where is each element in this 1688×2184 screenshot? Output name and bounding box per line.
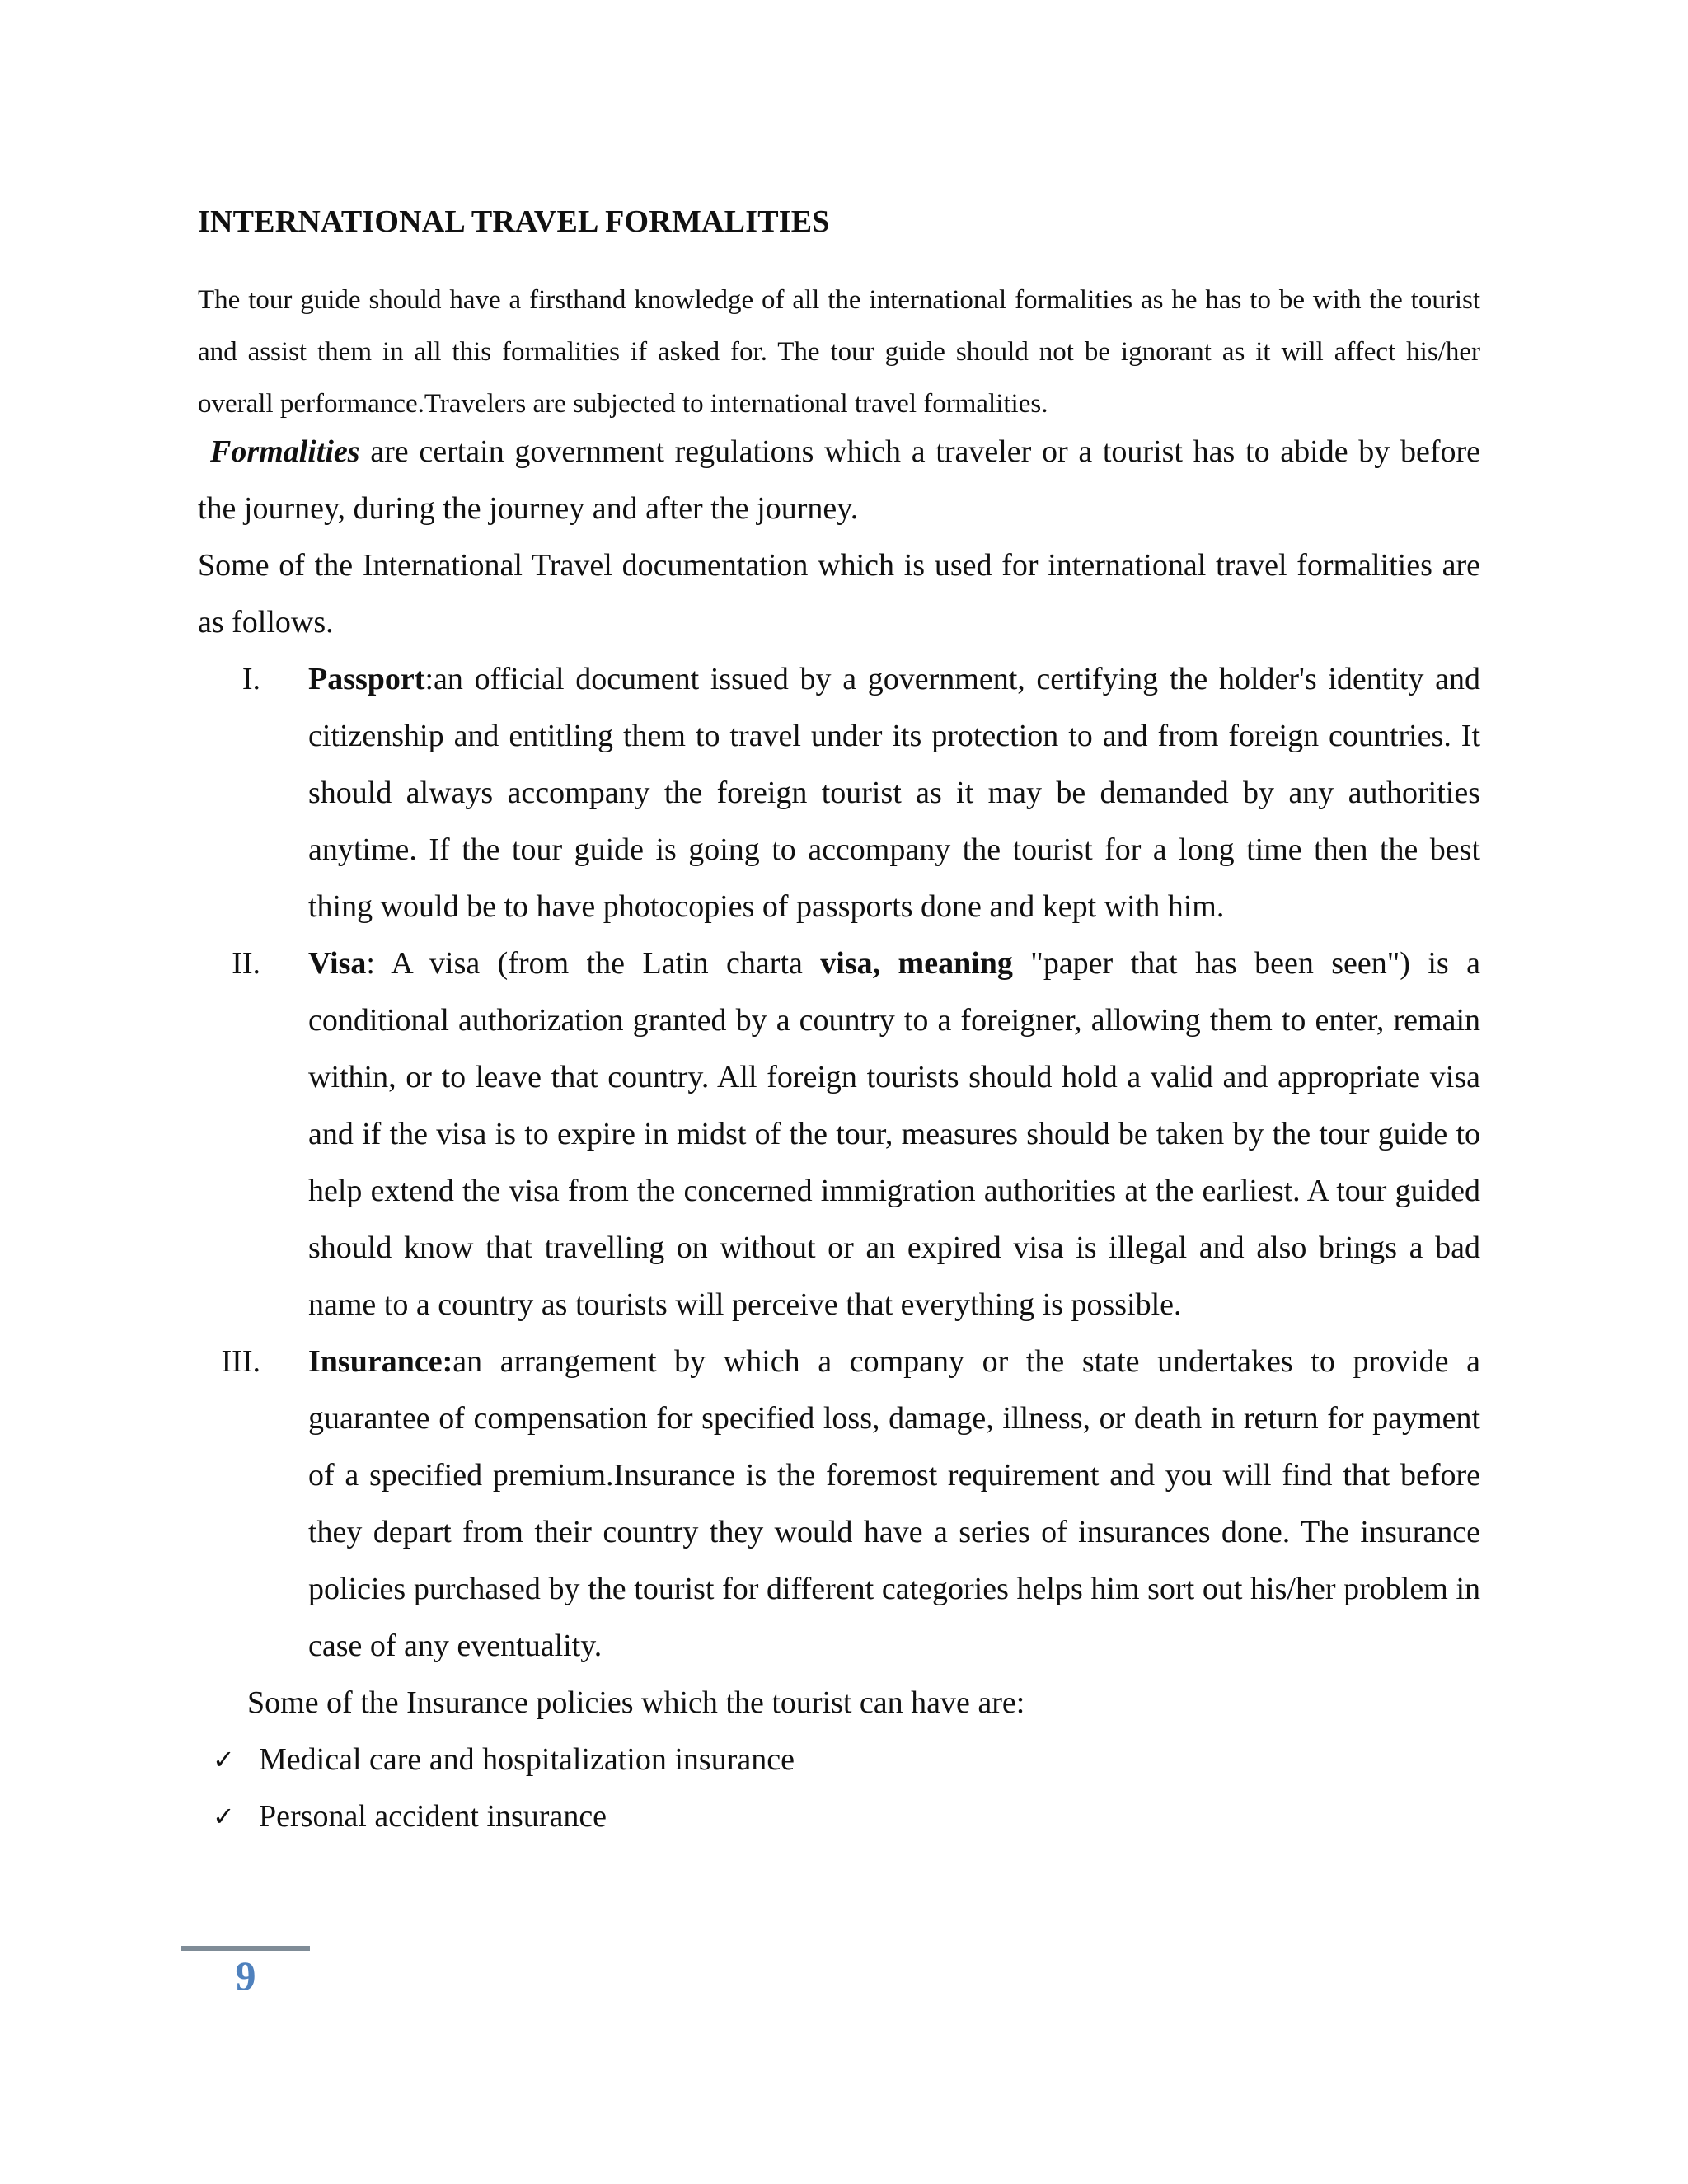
intro-paragraph: The tour guide should have a firsthand knowledge of all the international formalities as he has to be with the tourist and assist them in all this formalities if asked for. The tour guide should not be ignorant as it will affect his/her overall performance.Travelers are subjected to international travel formalities.: [198, 285, 1480, 419]
list-term: Passport: [308, 662, 425, 696]
policy-item: [198, 1788, 1480, 1845]
documentation-intro: Some of the International Travel documentation which is used for international travel formalities are as follows.: [198, 548, 1480, 640]
checkmark-icon: ✓: [213, 1744, 235, 1775]
list-item-visa: [198, 935, 1480, 1333]
list-numeral: I.: [241, 662, 260, 696]
list-item-passport: [198, 651, 1480, 935]
page-heading: INTERNATIONAL TRAVEL FORMALITIES: [198, 204, 830, 239]
documents-list: [198, 651, 1480, 1675]
list-text: : A visa (from the Latin charta: [366, 946, 821, 981]
list-numeral: II.: [232, 946, 260, 981]
formalities-term: Formalities: [210, 434, 360, 469]
list-text: an arrangement by which a company or the state undertakes to provide a guarantee of compensation for specified loss, damage, illness, or death in return for payment of a specified premium.Insurance is the foremost requirement and you will find that before they depart from their country they would have a series of insurances done. The insurance policies purchased by the tourist for different categories helps him sort out his/her problem in case of any eventuality.: [308, 1344, 1480, 1663]
policy-label: Medical care and hospitalization insurance: [259, 1742, 795, 1777]
list-term: Insurance:: [308, 1344, 453, 1379]
checkmark-icon: ✓: [213, 1801, 235, 1832]
list-text: :an official document issued by a government, certifying the holder's identity and citizenship and entitling them to travel under its protection to and from foreign countries. It should always accompany the foreign tourist as it may be demanded by any authorities anytime. If the tour guide is going to accompany the tourist for a long time then the best thing would be to have photocopies of passports done and kept with him.: [308, 662, 1480, 924]
page-number: 9: [235, 1952, 256, 1999]
list-bold-phrase: visa, meaning: [820, 946, 1013, 981]
policy-label: Personal accident insurance: [259, 1799, 607, 1834]
formalities-paragraph: [198, 424, 1480, 537]
policy-item: [198, 1732, 1480, 1788]
list-item-insurance: [198, 1333, 1480, 1675]
body-content: [198, 424, 1480, 1845]
list-term: Visa: [308, 946, 367, 981]
policies-list: [198, 1732, 1480, 1845]
list-text: "paper that has been seen") is a conditional authorization granted by a country to a foreigner, allowing them to enter, remain within, or to leave that country. All foreign tourists should hold a valid and appropriate visa and if the visa is to expire in midst of the tour, measures should be taken by the tour guide to help extend the visa from the concerned immigration authorities at the earliest. A tour guided should know that travelling on without or an expired visa is illegal and also brings a bad name to a country as tourists will perceive that everything is possible.: [308, 946, 1480, 1322]
list-numeral: III.: [221, 1344, 260, 1379]
policies-intro: Some of the Insurance policies which the tourist can have are:: [247, 1685, 1025, 1720]
formalities-text: are certain government regulations which a traveler or a tourist has to abide by before the journey, during the journey and after the journey.: [198, 434, 1480, 526]
footer-divider: [181, 1946, 310, 1951]
